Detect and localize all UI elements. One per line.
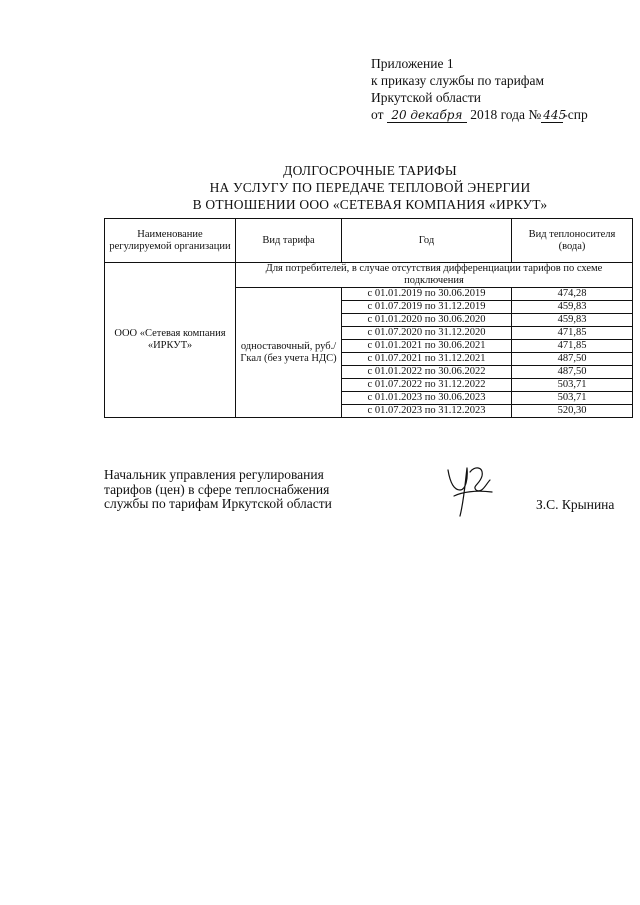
appendix-line-1: Приложение 1 (371, 56, 454, 71)
value-cell: 520,30 (512, 405, 633, 418)
value-cell: 503,71 (512, 379, 633, 392)
value-cell: 471,85 (512, 340, 633, 353)
handwritten-date: 20 декабря (387, 108, 467, 123)
handwritten-order-number: 445 (543, 108, 567, 122)
tariff-type-cell: одноставочный, руб./Гкал (без учета НДС) (236, 288, 342, 418)
document-title (150, 162, 590, 213)
signatory-line-2: тарифов (цен) в сфере теплоснабжения (104, 481, 330, 497)
title-line-3: В ОТНОШЕНИИ ООО «СЕТЕВАЯ КОМПАНИЯ «ИРКУТ» (192, 197, 548, 212)
year-text: 2018 года № (470, 107, 542, 122)
signatory-line-1: Начальник управления регулирования (104, 467, 324, 482)
header-year: Год (342, 219, 512, 263)
period-cell: с 01.07.2022 по 31.12.2022 (342, 379, 512, 392)
header-organization: Наименование регулируемой организации (105, 219, 236, 263)
consumers-note-cell: Для потребителей, в случае отсутствия дифференциации тарифов по схеме подключения (236, 263, 633, 288)
value-cell: 471,85 (512, 327, 633, 340)
value-cell: 487,50 (512, 366, 633, 379)
table-header-row (105, 219, 633, 263)
period-cell: с 01.07.2023 по 31.12.2023 (342, 405, 512, 418)
appendix-line-3: Иркутской области (371, 90, 482, 105)
header-heat-carrier: Вид теплоносителя (вода) (512, 219, 633, 263)
period-cell: с 01.07.2021 по 31.12.2021 (342, 353, 512, 366)
tariffs-table (104, 218, 633, 418)
period-cell: с 01.01.2023 по 30.06.2023 (342, 392, 512, 405)
handwritten-signature (440, 460, 500, 522)
appendix-line-2: к приказу службы по тарифам (371, 73, 545, 88)
period-cell: с 01.01.2021 по 30.06.2021 (342, 340, 512, 353)
value-cell: 474,28 (512, 288, 633, 301)
value-cell: 459,83 (512, 314, 633, 327)
value-cell: 459,83 (512, 301, 633, 314)
title-line-2: НА УСЛУГУ ПО ПЕРЕДАЧЕ ТЕПЛОВОЙ ЭНЕРГИИ (209, 180, 531, 195)
period-cell: с 01.01.2019 по 30.06.2019 (342, 288, 512, 301)
date-prefix: от (371, 107, 384, 122)
signatory-line-3: службы по тарифам Иркутской области (104, 496, 332, 511)
period-cell: с 01.01.2022 по 30.06.2022 (342, 366, 512, 379)
value-cell: 503,71 (512, 392, 633, 405)
order-number-suffix: -спр (563, 107, 588, 122)
value-cell: 487,50 (512, 353, 633, 366)
organization-cell: ООО «Сетевая компания «ИРКУТ» (105, 263, 236, 418)
header-tariff-type: Вид тарифа (236, 219, 342, 263)
appendix-date-line (371, 106, 588, 123)
signatory-position (104, 468, 332, 512)
period-cell: с 01.07.2020 по 31.12.2020 (342, 327, 512, 340)
period-cell: с 01.01.2020 по 30.06.2020 (342, 314, 512, 327)
signer-name: З.С. Крынина (536, 497, 615, 512)
consumers-note-row (105, 263, 633, 288)
title-line-1: ДОЛГОСРОЧНЫЕ ТАРИФЫ (283, 163, 457, 178)
appendix-header (371, 55, 588, 123)
period-cell: с 01.07.2019 по 31.12.2019 (342, 301, 512, 314)
